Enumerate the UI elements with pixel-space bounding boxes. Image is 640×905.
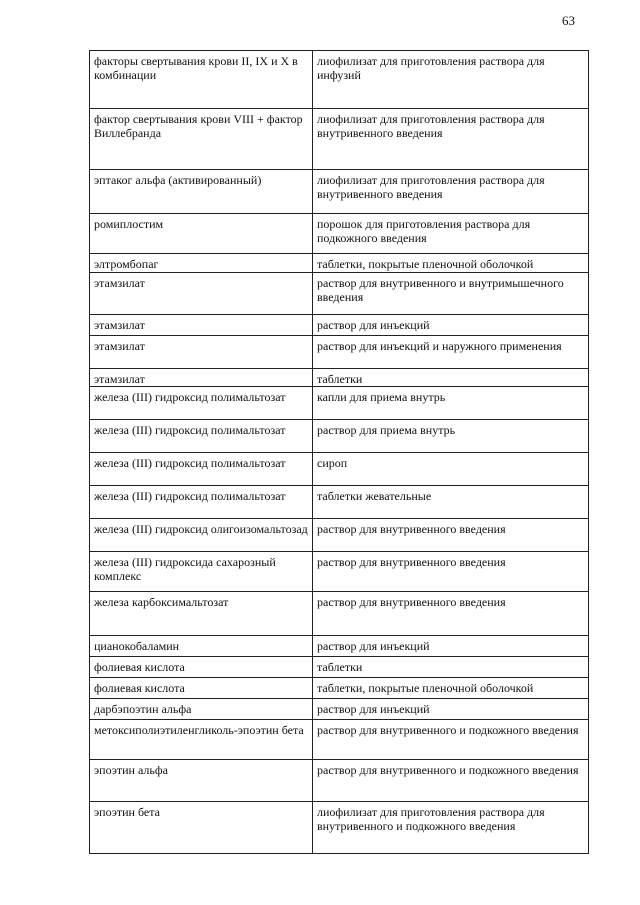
dosage-form-cell: лиофилизат для приготовления раствора для внутривенного введения <box>313 109 589 170</box>
dosage-form-cell: раствор для внутривенного введения <box>313 592 589 636</box>
table-row <box>90 453 589 486</box>
table-row <box>90 592 589 636</box>
dosage-form-cell: капли для приема внутрь <box>313 387 589 420</box>
table-row <box>90 678 589 699</box>
table-row <box>90 720 589 760</box>
table-row <box>90 369 589 387</box>
drug-name-cell: железа (III) гидроксид полимальтозат <box>90 453 313 486</box>
drug-name-cell: элтромбопаг <box>90 254 313 273</box>
drug-name-cell: ромиплостим <box>90 214 313 254</box>
drug-name-cell: железа карбоксимальтозат <box>90 592 313 636</box>
table-row <box>90 273 589 315</box>
dosage-form-cell: сироп <box>313 453 589 486</box>
dosage-form-cell: таблетки жевательные <box>313 486 589 519</box>
dosage-form-cell: лиофилизат для приготовления раствора для внутривенного введения <box>313 170 589 214</box>
dosage-form-cell: раствор для внутривенного введения <box>313 519 589 552</box>
page-number: 63 <box>562 13 575 28</box>
drug-name-cell: железа (III) гидроксид полимальтозат <box>90 420 313 453</box>
table-row <box>90 214 589 254</box>
drug-name-cell: железа (III) гидроксид полимальтозат <box>90 387 313 420</box>
drug-name-cell: эптаког альфа (активированный) <box>90 170 313 214</box>
dosage-form-cell: раствор для инъекций <box>313 315 589 336</box>
drug-name-cell: железа (III) гидроксида сахарозный комплекс <box>90 552 313 592</box>
table-row <box>90 109 589 170</box>
dosage-form-cell: раствор для инъекций <box>313 636 589 657</box>
dosage-form-cell: таблетки <box>313 369 589 387</box>
dosage-form-cell: порошок для приготовления раствора для подкожного введения <box>313 214 589 254</box>
dosage-form-cell: раствор для внутривенного и внутримышечного введения <box>313 273 589 315</box>
table-row <box>90 254 589 273</box>
drug-name-cell: эпоэтин бета <box>90 802 313 854</box>
drug-name-cell: эпоэтин альфа <box>90 760 313 802</box>
table-body <box>90 51 589 854</box>
table-row <box>90 760 589 802</box>
dosage-form-cell: раствор для инъекций и наружного применения <box>313 336 589 369</box>
drug-name-cell: железа (III) гидроксид полимальтозат <box>90 486 313 519</box>
drug-name-cell: фолиевая кислота <box>90 678 313 699</box>
drug-name-cell: метоксиполиэтиленгликоль-эпоэтин бета <box>90 720 313 760</box>
dosage-form-cell: раствор для приема внутрь <box>313 420 589 453</box>
dosage-form-cell: таблетки <box>313 657 589 678</box>
table-row <box>90 170 589 214</box>
table-row <box>90 699 589 720</box>
table-row <box>90 519 589 552</box>
drug-name-cell: этамзилат <box>90 315 313 336</box>
drug-name-cell: фолиевая кислота <box>90 657 313 678</box>
table-row <box>90 657 589 678</box>
table-row <box>90 387 589 420</box>
table-row <box>90 802 589 854</box>
drug-name-cell: фактор свертывания крови VIII + фактор Виллебранда <box>90 109 313 170</box>
table-row <box>90 51 589 109</box>
table-row <box>90 420 589 453</box>
drug-name-cell: этамзилат <box>90 336 313 369</box>
dosage-form-cell: раствор для инъекций <box>313 699 589 720</box>
dosage-form-cell: лиофилизат для приготовления раствора для внутривенного и подкожного введения <box>313 802 589 854</box>
dosage-form-cell: таблетки, покрытые пленочной оболочкой <box>313 678 589 699</box>
table-row <box>90 315 589 336</box>
drug-name-cell: факторы свертывания крови II, IX и X в комбинации <box>90 51 313 109</box>
dosage-form-cell: раствор для внутривенного и подкожного введения <box>313 720 589 760</box>
drug-name-cell: цианокобаламин <box>90 636 313 657</box>
drug-name-cell: этамзилат <box>90 273 313 315</box>
drug-table <box>89 50 589 854</box>
drug-name-cell: этамзилат <box>90 369 313 387</box>
drug-name-cell: дарбэпоэтин альфа <box>90 699 313 720</box>
dosage-form-cell: раствор для внутривенного введения <box>313 552 589 592</box>
table-row <box>90 336 589 369</box>
dosage-form-cell: раствор для внутривенного и подкожного введения <box>313 760 589 802</box>
dosage-form-cell: лиофилизат для приготовления раствора для инфузий <box>313 51 589 109</box>
table-row <box>90 552 589 592</box>
dosage-form-cell: таблетки, покрытые пленочной оболочкой <box>313 254 589 273</box>
table-row <box>90 636 589 657</box>
table-row <box>90 486 589 519</box>
drug-name-cell: железа (III) гидроксид олигоизомальтозад <box>90 519 313 552</box>
